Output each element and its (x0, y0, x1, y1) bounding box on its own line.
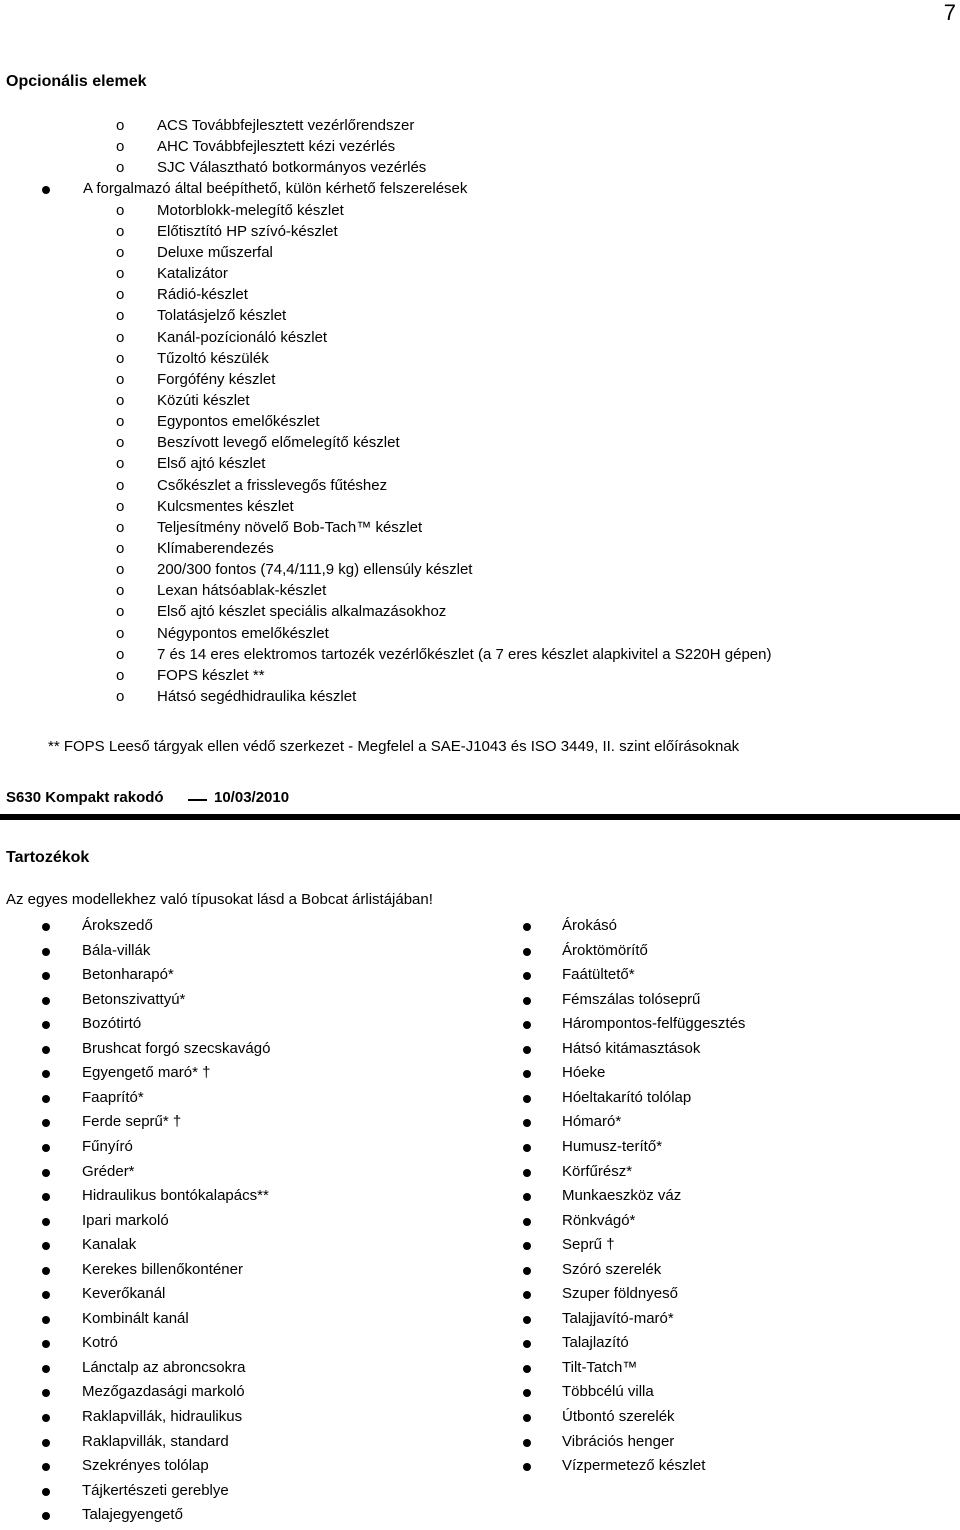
bullet-icon (42, 1316, 50, 1324)
accessory-item: Árokásó (562, 917, 618, 934)
accessory-item: Mezőgazdasági markoló (82, 1383, 245, 1401)
bullet-icon (523, 1144, 531, 1152)
bullet-icon (42, 1070, 50, 1078)
accessory-item: Kombinált kanál (82, 1309, 189, 1327)
model-title: S630 Kompakt rakodó (6, 789, 164, 806)
bullet-icon (42, 1291, 50, 1299)
accessory-item: Tilt-Tatch™ (562, 1358, 638, 1376)
list-item: Forgófény készlet (157, 370, 276, 388)
bullet-icon (523, 948, 531, 956)
accessory-item: Árokszedő (82, 917, 153, 934)
accessory-item: Seprű † (562, 1236, 615, 1254)
list-item: Előtisztító HP szívó-készlet (157, 222, 338, 240)
bullet-icon (523, 1095, 531, 1103)
list-item: SJC Választható botkormányos vezérlés (157, 159, 427, 177)
bullet-icon (523, 1046, 531, 1054)
list-item: Csőkészlet a frisslevegős fűtéshez (157, 476, 388, 494)
bullet-icon (42, 1463, 50, 1471)
list-item: Első ajtó készlet (157, 455, 266, 473)
accessory-item: Szuper földnyeső (562, 1285, 678, 1303)
bullet-icon (42, 1021, 50, 1029)
list-item: 200/300 fontos (74,4/111,9 kg) ellensúly készlet (157, 561, 473, 579)
bullet-icon (42, 1488, 50, 1496)
list-item: Rádió-készlet (157, 286, 248, 304)
list-item: Tűzoltó készülék (157, 349, 269, 367)
accessory-item: Betonszivattyú* (82, 990, 186, 1008)
list-marker: o (116, 159, 125, 177)
list-marker: o (116, 117, 125, 134)
accessory-item: Fűnyíró (82, 1137, 133, 1155)
fops-footnote: ** FOPS Leeső tárgyak ellen védő szerkezet - Megfelel a SAE-J1043 és ISO 3449, II. szint előírásoknak (48, 738, 740, 755)
list-marker: o (116, 497, 125, 515)
bullet-icon (523, 1389, 531, 1397)
list-marker: o (116, 518, 125, 536)
list-marker: o (116, 328, 125, 346)
list-marker: o (116, 582, 125, 600)
accessory-item: Hátsó kitámasztások (562, 1039, 701, 1057)
accessory-item: Kerekes billenőkonténer (82, 1260, 243, 1278)
optional-items-heading: Opcionális elemek (6, 73, 147, 90)
bullet-icon (42, 923, 50, 931)
bullet-icon (42, 1144, 50, 1152)
accessory-item: Hárompontos-felfüggesztés (562, 1015, 746, 1033)
list-item: Lexan hátsóablak-készlet (157, 582, 327, 600)
bullet-icon (42, 1439, 50, 1447)
accessory-item: Keverőkanál (82, 1285, 166, 1303)
accessory-item: Brushcat forgó szecskavágó (82, 1039, 271, 1057)
list-marker: o (116, 603, 125, 621)
bullet-icon (523, 1365, 531, 1373)
accessory-item: Ároktömörítő (562, 941, 648, 959)
accessories-intro: Az egyes modellekhez való típusokat lásd a Bobcat árlistájában! (6, 891, 433, 908)
section-divider (0, 814, 960, 820)
bullet-icon (523, 1439, 531, 1447)
accessory-item: Hóeke (562, 1064, 606, 1082)
bullet-icon (42, 1389, 50, 1397)
bullet-icon (42, 1169, 50, 1177)
page-number: 7 (943, 0, 956, 25)
list-marker: o (116, 349, 125, 367)
bullet-icon (42, 1414, 50, 1422)
bullet-icon (523, 1463, 531, 1471)
accessory-item: Hidraulikus bontókalapács** (82, 1187, 269, 1205)
bullet-icon (523, 1340, 531, 1348)
list-marker: o (116, 645, 125, 663)
accessory-item: Fémszálas tolóseprű (562, 990, 701, 1008)
bullet-icon (523, 1218, 531, 1226)
list-marker: o (116, 391, 125, 409)
list-marker: o (116, 540, 125, 557)
list-marker: o (116, 624, 125, 642)
bullet-icon (42, 948, 50, 956)
list-marker: o (116, 370, 125, 388)
list-marker: o (116, 222, 125, 240)
list-item: Közúti készlet (157, 391, 250, 409)
list-item: AHC Továbbfejlesztett kézi vezérlés (157, 138, 396, 156)
accessory-item: Kotró (82, 1334, 118, 1352)
accessory-item: Bála-villák (82, 941, 151, 959)
bullet-icon (523, 1414, 531, 1422)
model-date: 10/03/2010 (214, 789, 290, 806)
bullet-icon (523, 1291, 531, 1299)
accessory-item: Szóró szerelék (562, 1260, 662, 1278)
accessory-item: Rönkvágó* (562, 1211, 636, 1229)
accessory-item: Bozótirtó (82, 1015, 142, 1033)
bullet-icon (42, 1119, 50, 1127)
bullet-icon (42, 997, 50, 1005)
accessory-item: Ipari markoló (82, 1211, 169, 1229)
list-item: FOPS készlet ** (157, 666, 265, 684)
bullet-icon (523, 1193, 531, 1201)
list-marker: o (116, 666, 125, 684)
bullet-icon (523, 1070, 531, 1078)
accessory-item: Egyengető maró* † (82, 1064, 211, 1082)
bullet-icon (523, 1021, 531, 1029)
bullet-icon (42, 1193, 50, 1201)
list-item: Deluxe műszerfal (157, 243, 273, 261)
list-marker: o (116, 243, 125, 261)
bullet-icon (523, 1267, 531, 1275)
bullet-icon (523, 1242, 531, 1250)
list-item: Tolatásjelző készlet (157, 307, 287, 325)
list-item: Egypontos emelőkészlet (157, 413, 320, 431)
list-item: Első ajtó készlet speciális alkalmazásokhoz (157, 603, 447, 621)
list-marker: o (116, 455, 125, 473)
list-marker: o (116, 561, 125, 579)
accessory-item: Többcélú villa (562, 1383, 654, 1401)
accessory-item: Gréder* (82, 1162, 135, 1180)
accessory-item: Tájkertészeti gereblye (82, 1481, 229, 1499)
bullet-icon (42, 1046, 50, 1054)
list-marker: o (116, 201, 125, 219)
bullet-icon (523, 923, 531, 931)
list-item: Kanál-pozícionáló készlet (157, 328, 328, 346)
bullet-icon (42, 1095, 50, 1103)
accessory-item: Lánctalp az abroncsokra (82, 1358, 246, 1376)
bullet-icon (523, 1119, 531, 1127)
list-marker: o (116, 434, 125, 452)
accessory-item: Raklapvillák, standard (82, 1432, 229, 1450)
bullet-icon (523, 997, 531, 1005)
list-marker: o (116, 413, 125, 431)
accessory-item: Körfűrész* (562, 1162, 633, 1180)
bullet-icon (523, 1316, 531, 1324)
bullet-icon (42, 1218, 50, 1226)
accessories-heading: Tartozékok (6, 849, 90, 866)
list-item: Négypontos emelőkészlet (157, 624, 329, 642)
accessory-item: Hómaró* (562, 1113, 622, 1131)
bullet-icon (523, 972, 531, 980)
list-item: Motorblokk-melegítő készlet (157, 201, 344, 219)
title-dash (188, 799, 207, 801)
accessory-item: Faaprító* (82, 1088, 144, 1106)
accessory-item: Faátültető* (562, 966, 635, 984)
bullet-icon (42, 972, 50, 980)
accessory-item: Munkaeszköz váz (562, 1187, 682, 1205)
accessory-item: Talajegyengető (82, 1506, 183, 1524)
list-item: ACS Továbbfejlesztett vezérlőrendszer (157, 117, 415, 134)
bullet-icon (42, 1242, 50, 1250)
list-item: 7 és 14 eres elektromos tartozék vezérlőkészlet (a 7 eres készlet alapkivitel a S220H gépen) (157, 645, 772, 663)
list-marker: o (116, 307, 125, 325)
list-marker: o (116, 688, 125, 706)
list-marker: o (116, 265, 125, 283)
accessory-item: Vízpermetező készlet (562, 1457, 706, 1475)
list-item: Klímaberendezés (157, 540, 274, 557)
accessory-item: Talajjavító-maró* (562, 1309, 674, 1327)
accessory-item: Raklapvillák, hidraulikus (82, 1408, 243, 1425)
accessory-item: Szekrényes tolólap (82, 1457, 209, 1475)
bullet-icon (42, 186, 50, 194)
accessory-item: Kanalak (82, 1236, 137, 1254)
list-marker: o (116, 138, 125, 156)
dealer-options-heading: A forgalmazó által beépíthető, külön kérhető felszerelések (83, 180, 468, 198)
bullet-icon (523, 1169, 531, 1177)
bullet-icon (42, 1512, 50, 1520)
accessory-item: Talajlazító (562, 1334, 629, 1352)
list-item: Hátsó segédhidraulika készlet (157, 688, 357, 706)
list-marker: o (116, 286, 125, 304)
accessory-item: Vibrációs henger (562, 1432, 675, 1450)
list-marker: o (116, 476, 125, 494)
list-item: Kulcsmentes készlet (157, 497, 294, 515)
accessory-item: Ferde seprű* † (82, 1113, 182, 1131)
accessory-item: Humusz-terítő* (562, 1137, 663, 1155)
bullet-icon (42, 1365, 50, 1373)
bullet-icon (42, 1340, 50, 1348)
bullet-icon (42, 1267, 50, 1275)
list-item: Beszívott levegő előmelegítő készlet (157, 434, 400, 452)
list-item: Katalizátor (157, 265, 228, 283)
accessory-item: Útbontó szerelék (562, 1408, 675, 1425)
accessory-item: Betonharapó* (82, 966, 174, 984)
accessory-item: Hóeltakarító tolólap (562, 1088, 692, 1106)
list-item: Teljesítmény növelő Bob-Tach™ készlet (157, 518, 423, 536)
